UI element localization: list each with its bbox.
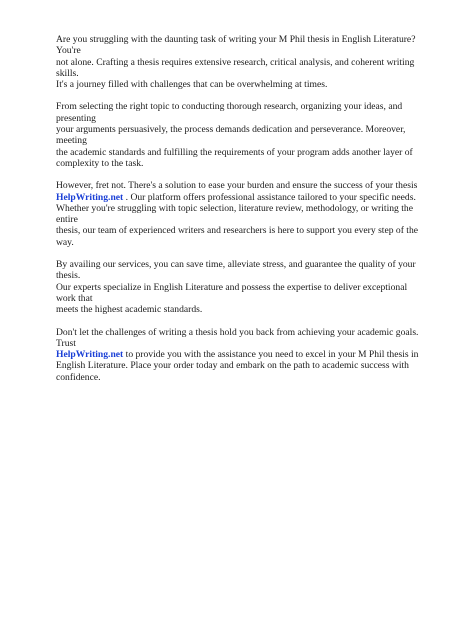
- helpwriting-link-closing[interactable]: HelpWriting.net: [56, 349, 124, 361]
- paragraph-intro: Are you struggling with the daunting task of writing your M Phil thesis in English Literature? You're not alone. Crafting a thesis requires extensive research, critical analysis, and coherent writing skills. It's a journey filled with challenges that can be overwhelming at times.: [56, 34, 416, 91]
- paragraph-solution: [56, 180, 426, 248]
- paragraph-process: From selecting the right topic to conducting thorough research, organizing your ideas, and presenting your arguments persuasively, the process demands dedication and perseverance. Moreover, meeting the academic standards and fulfilling the requirements of your program adds another layer of complexity to the task.: [56, 101, 413, 169]
- paragraph-solution-text-start: However, fret not. There's a solution to ease your burden and ensure the success of your thesis: [56, 180, 418, 192]
- paragraph-benefits: By availing our services, you can save time, alleviate stress, and guarantee the quality of your thesis. Our experts specialize in English Literature and possess the expertise to deliver exceptional work that meets the highest academic standards.: [56, 259, 416, 316]
- paragraph-closing-text-start: Don't let the challenges of writing a thesis hold you back from achieving your academic goals. Trust: [56, 326, 419, 349]
- document-body: [56, 34, 426, 394]
- paragraph-closing: [56, 327, 426, 383]
- helpwriting-link[interactable]: HelpWriting.net: [56, 191, 124, 203]
- paragraph-solution-text-end: . Our platform offers professional assistance tailored to your specific needs. Whether you're struggling with topic selection, literature review, methodology, or writing the entire thesis, our team of experienced writers and researchers is here to support you every step of the way.: [56, 191, 419, 248]
- paragraph-closing-text-end: to provide you with the assistance you need to excel in your M Phil thesis in English Literature. Place your order today and embark on the path to academic success with confidence.: [56, 349, 419, 383]
